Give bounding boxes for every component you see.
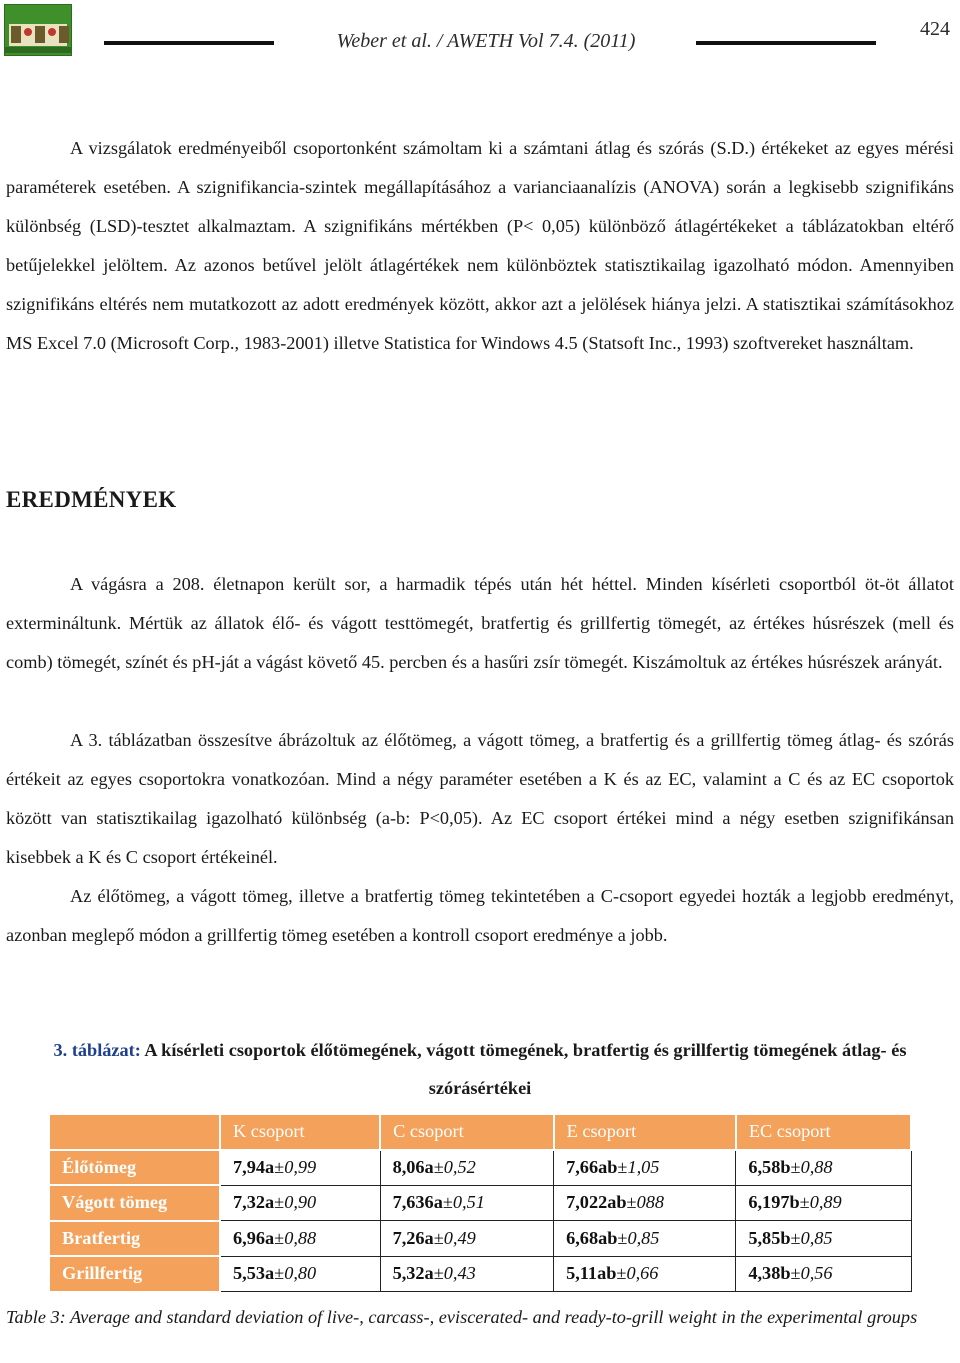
table-cell: 6,96a±0,88 <box>220 1221 380 1257</box>
table-caption <box>40 1031 920 1107</box>
table-cell: 7,636a±0,51 <box>380 1185 554 1221</box>
table-cell: 6,58b±0,88 <box>736 1150 911 1186</box>
column-header: E csoport <box>554 1114 736 1150</box>
column-header: K csoport <box>220 1114 380 1150</box>
row-label: Grillfertig <box>49 1256 220 1292</box>
row-label: Vágott tömeg <box>49 1185 220 1221</box>
table-row <box>49 1256 911 1292</box>
paragraph-results: Az élőtömeg, a vágott tömeg, illetve a bratfertig tömeg tekintetében a C-csoport egyedei hozták a legjobb eredményt, azonban meglepő módon a grillfertig tömeg esetében a kontroll csoport eredménye a jobb. <box>6 886 954 945</box>
english-table-caption: Table 3: Average and standard deviation of live-, carcass-, eviscerated- and ready-to-grill weight in the experimental groups <box>6 1307 918 1327</box>
header-rule-left <box>104 41 274 45</box>
paragraph-slaughter: A vágásra a 208. életnapon került sor, a harmadik tépés után hét héttel. Minden kísérleti csoportból öt-öt állatot extermináltunk. Mértük az állatok élő- és vágott testtömegét, bratfertig és grillfertig tömegét, az értékes húsrészek (mell és comb) tömegét, színét és pH-ját a vágást követő 45. percben és a hasűri zsír tömegét. Kiszámoltuk az értékes húsrészek arányát. <box>6 574 954 672</box>
table-cell: 4,38b±0,56 <box>736 1256 911 1292</box>
table-cell: 7,26a±0,49 <box>380 1221 554 1257</box>
results-table <box>48 1113 912 1293</box>
table-cell: 5,53a±0,80 <box>220 1256 380 1292</box>
table-cell: 5,85b±0,85 <box>736 1221 911 1257</box>
table-cell: 7,66ab±1,05 <box>554 1150 736 1186</box>
table-cell: 7,022ab±088 <box>554 1185 736 1221</box>
paragraph-methods: A vizsgálatok eredményeiből csoportonként számoltam ki a számtani átlag és szórás (S.D.) értékeket az egyes mérési paraméterek esetében. A szignifikancia-szintek megállapításához a varianciaanalízis (ANOVA) során a legkisebb szignifikáns különbség (LSD)-tesztet alkalmaztam. A szignifikáns mértékben (P< 0,05) különböző átlagértékeket a táblázatokban eltérő betűjelekkel jelöltem. Az azonos betűvel jelölt átlagértékek nem különböztek statisztikailag igazolható módon. Amennyiben szignifikáns eltérés nem mutatkozott az adott eredmények között, akkor azt a jelölések hiánya jelzi. A statisztikai számításokhoz MS Excel 7.0 (Microsoft Corp., 1983-2001) illetve Statistica for Windows 4.5 (Statsoft Inc., 1993) szoftvereket használtam. <box>6 138 954 353</box>
section-heading: EREDMÉNYEK <box>6 487 177 512</box>
paragraph-table-summary: A 3. táblázatban összesítve ábrázoltuk az élőtömeg, a vágott tömeg, a bratfertig és a grillfertig tömeg átlag- és szórás értékeit az egyes csoportokra vonatkozóan. Mind a négy paraméter esetében a K és az EC, valamint a C és az EC csoportok között van statisztikailag igazolható különbség (a-b: P<0,05). Az EC csoport értékei mind a négy esetben szignifikánsan kisebbek a K és C csoport értékeinél. <box>6 730 954 867</box>
page-number: 424 <box>920 18 950 40</box>
table-cell: 6,197b±0,89 <box>736 1185 911 1221</box>
table-caption-text: A kísérleti csoportok élőtömegének, vágott tömegének, bratfertig és grillfertig tömegének átlag- és szórásértékei <box>144 1040 907 1098</box>
table-cell: 5,11ab±0,66 <box>554 1256 736 1292</box>
table-cell: 5,32a±0,43 <box>380 1256 554 1292</box>
running-header: Weber et al. / AWETH Vol 7.4. (2011) <box>336 30 636 52</box>
table-row <box>49 1185 911 1221</box>
table-corner-cell <box>49 1114 220 1150</box>
table-caption-label: 3. táblázat: <box>53 1040 141 1060</box>
table-cell: 7,32a±0,90 <box>220 1185 380 1221</box>
header-rule-right <box>696 41 876 45</box>
table-row <box>49 1150 911 1186</box>
column-header: C csoport <box>380 1114 554 1150</box>
table-cell: 6,68ab±0,85 <box>554 1221 736 1257</box>
column-header: EC csoport <box>736 1114 911 1150</box>
journal-logo <box>4 4 72 56</box>
table-row <box>49 1221 911 1257</box>
table-cell: 7,94a±0,99 <box>220 1150 380 1186</box>
table-cell: 8,06a±0,52 <box>380 1150 554 1186</box>
row-label: Bratfertig <box>49 1221 220 1257</box>
table-header-row <box>49 1114 911 1150</box>
row-label: Élőtömeg <box>49 1150 220 1186</box>
